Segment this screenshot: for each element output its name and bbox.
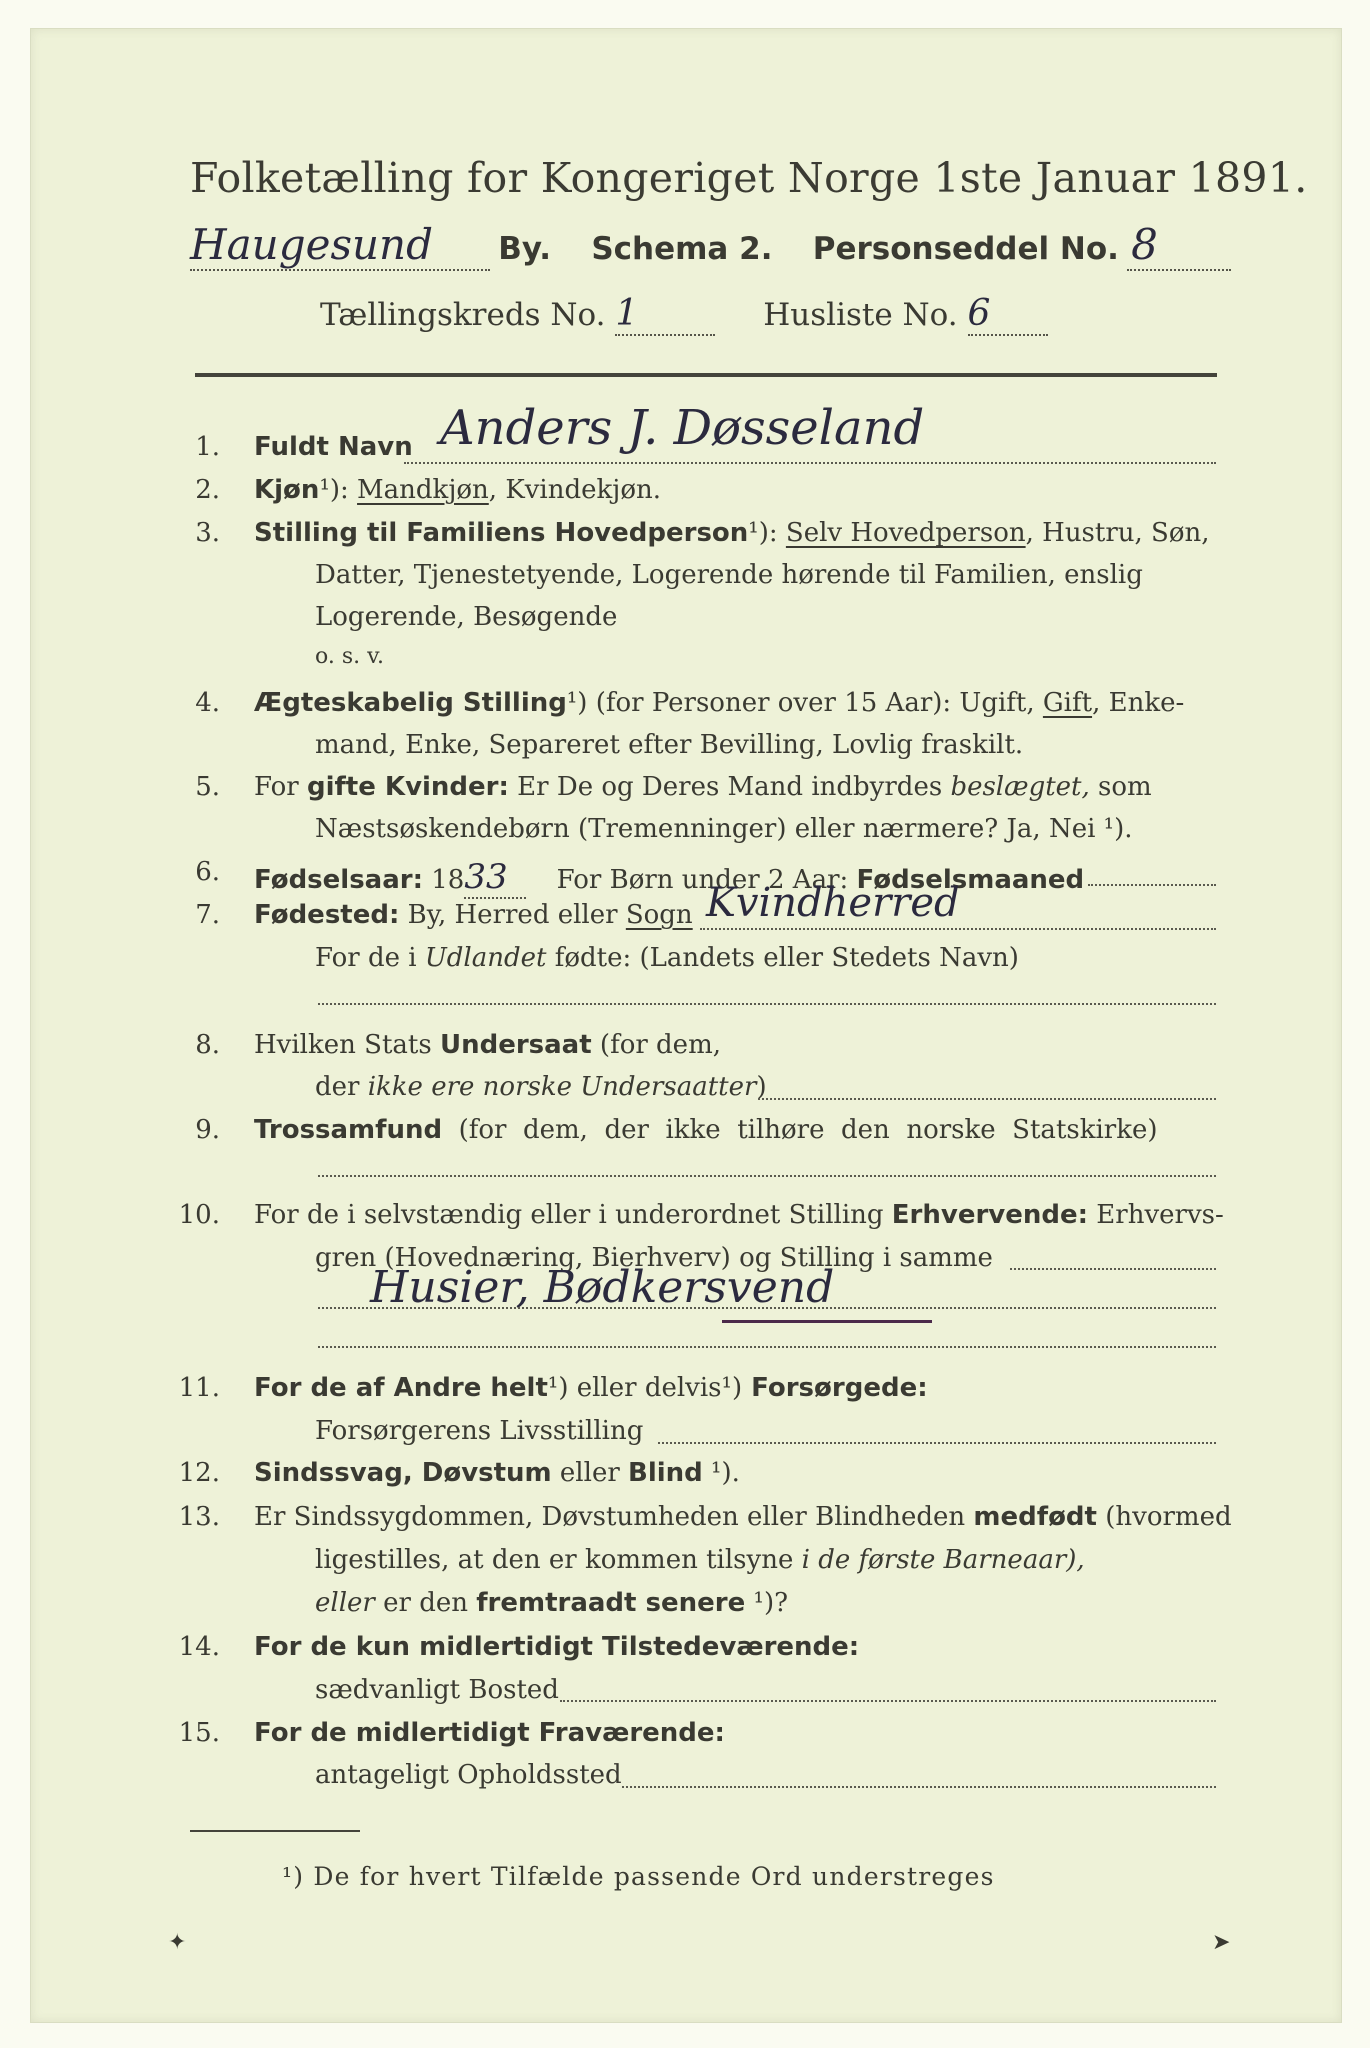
q1-label: Fuldt Navn <box>254 432 413 462</box>
q10-text: For de i selvstændig eller i underordnet Stilling <box>254 1200 892 1230</box>
q13-line-2-italic: i de første Barneaar), <box>801 1545 1085 1575</box>
q3-line-4: o. s. v. <box>315 644 384 669</box>
q7-line-2-post: fødte: (Landets eller Stedets Navn) <box>546 943 1019 973</box>
footnote-text: ¹) De for hvert Tilfælde passende Ord understreges <box>282 1862 995 1891</box>
q9-number: 9. <box>195 1115 220 1145</box>
by-label: By. <box>498 231 552 267</box>
q11-mid: eller delvis <box>568 1373 722 1403</box>
q2-colon: : <box>340 475 349 505</box>
q1-row <box>254 432 413 462</box>
q11-number: 11. <box>178 1373 220 1403</box>
q5-end: som <box>1089 772 1152 802</box>
form-title: Folketælling for Kongeriget Norge 1ste Januar 1891. <box>190 154 1308 202</box>
q4-line-2: mand, Enke, Separeret efter Bevilling, Lovlig fraskilt. <box>315 730 1024 760</box>
q6-label: Fødselsaar: <box>254 865 423 895</box>
q5-line-2: Næstsøskendebørn (Tremenninger) eller nærmere? Ja, Nei ¹). <box>315 814 1133 844</box>
q10-answer-wrap <box>370 1262 834 1313</box>
q10-end: Erhvervs- <box>1088 1200 1224 1230</box>
q6-year-prefix: 18 <box>431 865 465 895</box>
q14-row <box>254 1632 859 1662</box>
q7-line-2-italic: Udlandet <box>424 943 547 973</box>
q2-separator: , <box>488 475 498 505</box>
q7-option-sogn: Sogn <box>625 900 693 930</box>
q2-option-mandkjon: Mandkjøn <box>357 475 489 505</box>
q15-dotted-line <box>622 1786 1216 1788</box>
q7-row <box>254 900 693 930</box>
q7-label: Fødested: <box>254 900 400 930</box>
q6-number: 6. <box>195 857 220 887</box>
header-line-2 <box>320 293 1048 336</box>
q10-dotted-line-1 <box>1010 1268 1216 1270</box>
q6-label-2: Fødselsmaaned <box>856 865 1085 895</box>
personseddel-number: 8 <box>1127 220 1231 271</box>
q11-text: For de af Andre helt <box>254 1373 548 1403</box>
q13-number: 13. <box>178 1502 220 1532</box>
q13-line-3-end: ¹)? <box>745 1588 789 1618</box>
q4-sup: ¹) <box>566 688 588 718</box>
q7-number: 7. <box>195 900 220 930</box>
q9-label: Trossamfund <box>254 1115 443 1145</box>
q13-text: Er Sindssygdommen, Døvstumheden eller Blindheden <box>254 1502 974 1532</box>
q12-end: ¹). <box>702 1458 740 1488</box>
q4-row <box>254 688 1184 718</box>
city-handwritten: Haugesund <box>190 220 490 271</box>
q8-line-2-italic: ikke ere norske Undersaatter <box>367 1072 757 1102</box>
q13-line-2-pre: ligestilles, at den er kommen tilsyne <box>315 1545 802 1575</box>
q8-number: 8. <box>195 1030 220 1060</box>
q5-number: 5. <box>195 772 220 802</box>
q8-line-2 <box>315 1072 767 1102</box>
q11-line-2: Forsørgerens Livsstilling <box>315 1416 644 1446</box>
q1-dotted-line <box>404 462 1216 464</box>
q10-dotted-line-2 <box>318 1307 1216 1309</box>
q15-text: For de midlertidigt Fraværende: <box>254 1718 725 1748</box>
footnote-divider <box>190 1830 360 1832</box>
kreds-label: Tællingskreds No. <box>320 297 606 333</box>
q13-line-3-label: fremtraadt senere <box>476 1588 746 1618</box>
q4-rest: , Enke- <box>1092 688 1185 718</box>
q5-pre: For <box>254 772 307 802</box>
q11-sup-2: ¹) <box>721 1373 743 1403</box>
q10-row <box>254 1200 1224 1230</box>
q2-number: 2. <box>195 475 220 505</box>
q8-label: Undersaat <box>439 1030 592 1060</box>
q3-number: 3. <box>195 518 220 548</box>
husliste-label: Husliste No. <box>763 297 958 333</box>
q10-dotted-line-3 <box>318 1346 1216 1348</box>
q10-line-2: gren (Hovednæring, Bierhverv) og Stilling i samme <box>315 1243 993 1273</box>
q4-option-gift: Gift <box>1042 688 1093 718</box>
q5-label: gifte Kvinder: <box>306 772 509 802</box>
q8-line-2-pre: der <box>315 1072 368 1102</box>
q10-number: 10. <box>178 1200 220 1230</box>
q4-number: 4. <box>195 688 220 718</box>
q15-line-2: antageligt Opholdssted <box>315 1760 622 1790</box>
q13-line-3-italic: eller <box>315 1588 375 1618</box>
q11-label: Forsørgede: <box>742 1373 928 1403</box>
q10-handwritten-underline <box>722 1320 932 1323</box>
q5-row <box>254 772 1152 802</box>
header-divider <box>195 373 1217 377</box>
q2-sup: ¹) <box>319 475 341 505</box>
q7-dotted-line <box>700 928 1216 930</box>
q8-post: (for dem, <box>591 1030 721 1060</box>
q13-line-2 <box>315 1545 1085 1575</box>
q2-row <box>254 475 661 505</box>
q8-dotted-line <box>758 1098 1216 1100</box>
q12-mid: eller <box>551 1458 629 1488</box>
q15-row <box>254 1718 725 1748</box>
q15-number: 15. <box>178 1718 220 1748</box>
q14-number: 14. <box>178 1632 220 1662</box>
q10-label: Erhvervende: <box>891 1200 1089 1230</box>
print-mark-left: ✦ <box>168 1930 187 1955</box>
header-line-1 <box>190 220 1231 271</box>
q6-text: For Børn under 2 Aar: <box>556 865 857 895</box>
q6-year-handwritten: 33 <box>464 857 526 899</box>
q7-answer-wrap <box>706 880 960 926</box>
schema-label: Schema 2. <box>591 231 773 267</box>
q3-row <box>254 518 1210 548</box>
husliste-number: 6 <box>968 293 1048 336</box>
q10-answer-occupation: Husier, Bødkersvend <box>370 1262 835 1313</box>
q9-dotted-line <box>318 1175 1216 1177</box>
q12-row <box>254 1458 740 1488</box>
q3-line-3: Logerende, Besøgende <box>315 602 618 632</box>
q13-end: (hvormed <box>1096 1502 1232 1532</box>
q5-text: Er De og Deres Mand indbyrdes <box>508 772 951 802</box>
q7-line-2 <box>315 943 1019 973</box>
q8-row <box>254 1030 721 1060</box>
q3-option-selv-hovedperson: Selv Hovedperson <box>785 518 1026 548</box>
q14-line-2: sædvanligt Bosted <box>315 1675 559 1705</box>
q2-option-kvindekjon: Kvindekjøn. <box>505 475 661 505</box>
q4-text: (for Personer over 15 Aar): Ugift, <box>587 688 1043 718</box>
q12-label-2: Blind <box>628 1458 703 1488</box>
q3-label: Stilling til Familiens Hovedperson <box>254 518 749 548</box>
q8-line-2-post: ) <box>756 1072 767 1102</box>
q1-number: 1. <box>195 432 220 462</box>
q12-number: 12. <box>178 1458 220 1488</box>
print-mark-right: ➤ <box>1212 1930 1231 1955</box>
q5-italic: beslægtet, <box>950 772 1090 802</box>
q11-row <box>254 1373 928 1403</box>
q8-pre: Hvilken Stats <box>254 1030 440 1060</box>
q13-line-3-mid: er den <box>374 1588 477 1618</box>
q2-label: Kjøn <box>254 475 320 505</box>
q3-options-rest: , Hustru, Søn, <box>1025 518 1210 548</box>
q12-label: Sindssvag, Døvstum <box>254 1458 552 1488</box>
q13-row <box>254 1502 1232 1532</box>
q1-answer-wrap <box>440 400 924 456</box>
q13-label: medfødt <box>973 1502 1097 1532</box>
q9-row <box>254 1115 1158 1145</box>
q7-answer-birthplace: Kvindherred <box>706 880 960 926</box>
q7-abroad-dotted-line <box>318 1003 1216 1005</box>
q3-line-2: Datter, Tjenestetyende, Logerende hørende til Familien, enslig <box>315 560 1143 590</box>
q14-text: For de kun midlertidigt Tilstedeværende: <box>254 1632 860 1662</box>
q11-sup-1: ¹) <box>547 1373 569 1403</box>
q1-answer-name: Anders J. Døsseland <box>440 400 925 456</box>
q4-label: Ægteskabelig Stilling <box>254 688 567 718</box>
q3-sup: ¹): <box>748 518 778 548</box>
q13-line-3 <box>315 1588 788 1618</box>
q7-line-2-pre: For de i <box>315 943 425 973</box>
q7-text: By, Herred eller <box>399 900 626 930</box>
q14-dotted-line <box>560 1700 1216 1702</box>
q11-dotted-line <box>658 1442 1216 1444</box>
q6-dotted-line <box>1088 884 1216 886</box>
q9-text: (for dem, der ikke tilhøre den norske Statskirke) <box>442 1115 1158 1145</box>
personseddel-label: Personseddel No. <box>812 231 1119 267</box>
kreds-number: 1 <box>615 293 715 336</box>
